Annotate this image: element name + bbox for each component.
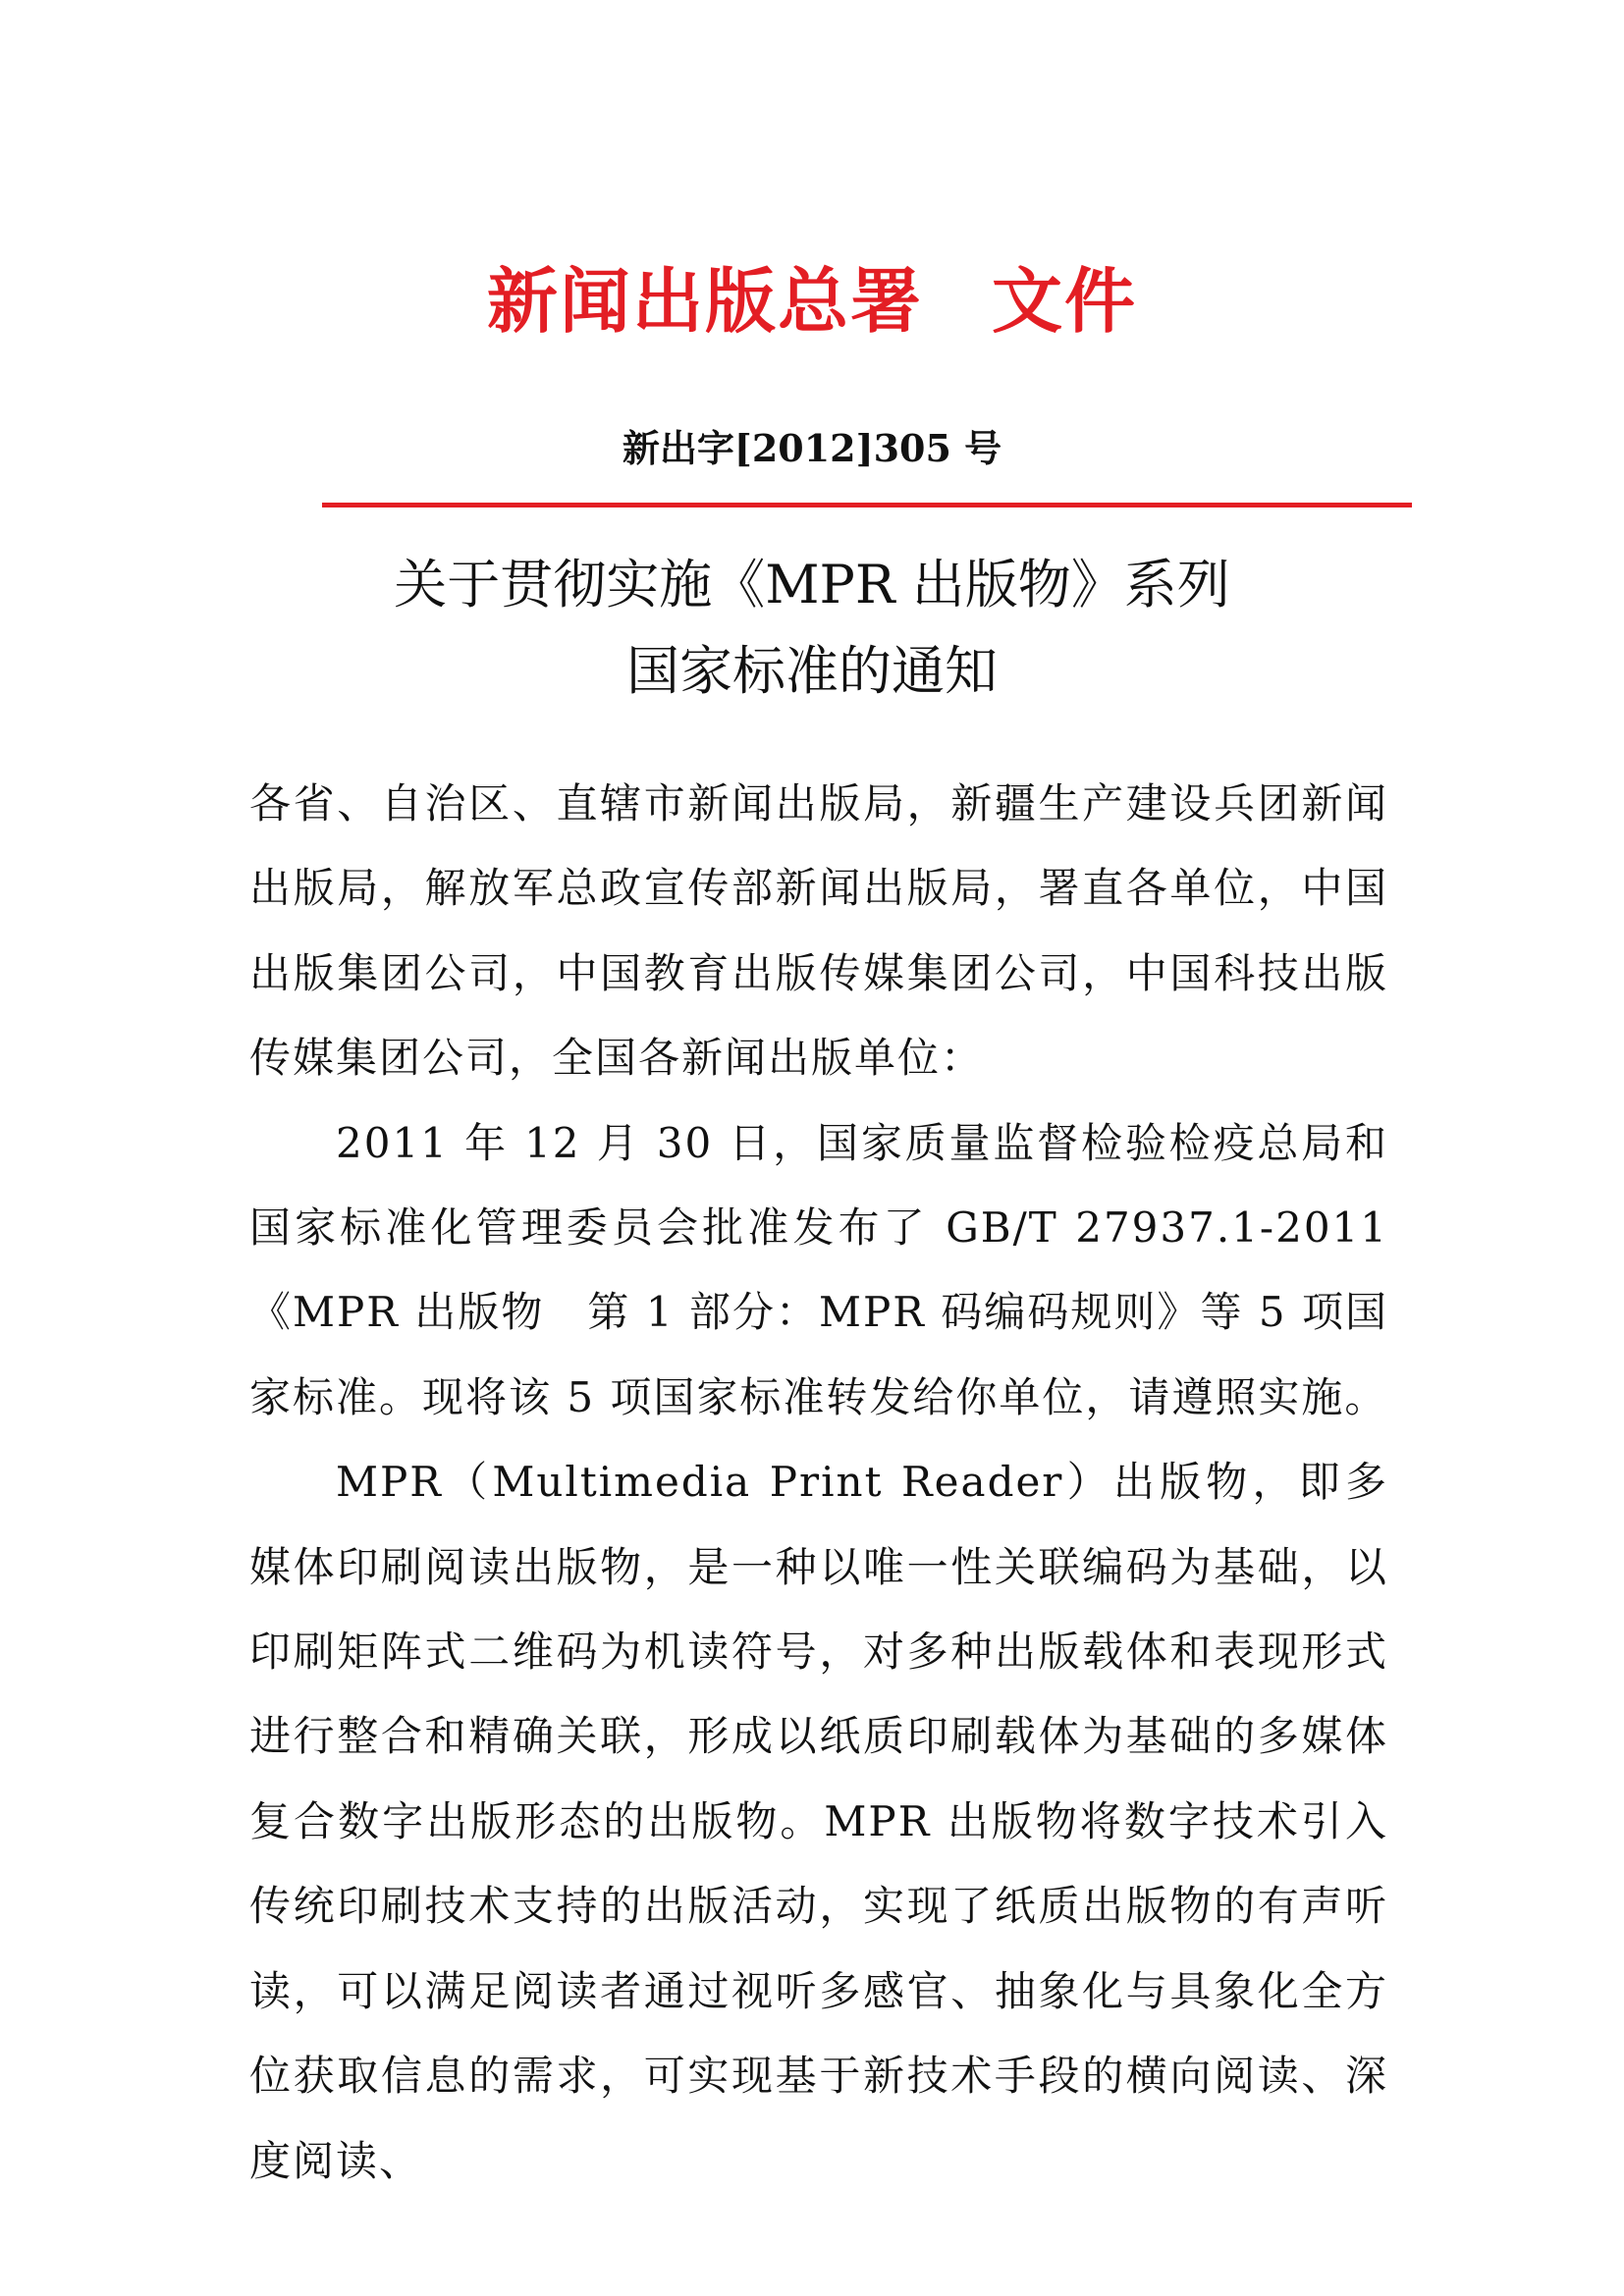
document-header	[0, 257, 1624, 346]
title-line-2: 国家标准的通知	[626, 640, 998, 702]
title-line-1: 关于贯彻实施《MPR 出版物》系列	[394, 554, 1230, 615]
body-paragraph-2: MPR（Multimedia Print Reader）出版物，即多媒体印刷阅读出版物，是一种以唯一性关联编码为基础，以印刷矩阵式二维码为机读符号，对多种出版载体和表现形式进行整合和精确关联，形成以纸质印刷载体为基础的多媒体复合数字出版形态的出版物。MPR 出版物将数字技术引入传统印刷技术支持的出版活动，实现了纸质出版物的有声听读，可以满足阅读者通过视听多感官、抽象化与具象化全方位获取信息的需求，可实现基于新技术手段的横向阅读、深度阅读、	[249, 1458, 1388, 2185]
body-paragraph-1: 2011 年 12 月 30 日，国家质量监督检验检疫总局和国家标准化管理委员会批准发布了 GB/T 27937.1-2011《MPR 出版物 第 1 部分：MPR 码编码规则》等 5 项国家标准。现将该 5 项国家标准转发给你单位，请遵照实施。	[249, 1118, 1388, 1421]
document-title	[0, 542, 1624, 715]
issuer-name: 新闻出版总署	[486, 260, 923, 343]
document-body	[249, 762, 1388, 2204]
document-type: 文件	[992, 260, 1138, 343]
addressees-paragraph: 各省、自治区、直辖市新闻出版局，新疆生产建设兵团新闻出版局，解放军总政宣传部新闻出版局，署直各单位，中国出版集团公司，中国教育出版传媒集团公司，中国科技出版传媒集团公司，全国各新闻出版单位：	[249, 779, 1388, 1083]
red-divider-line	[322, 503, 1412, 507]
document-number: 新出字[2012]305 号	[622, 426, 1002, 470]
